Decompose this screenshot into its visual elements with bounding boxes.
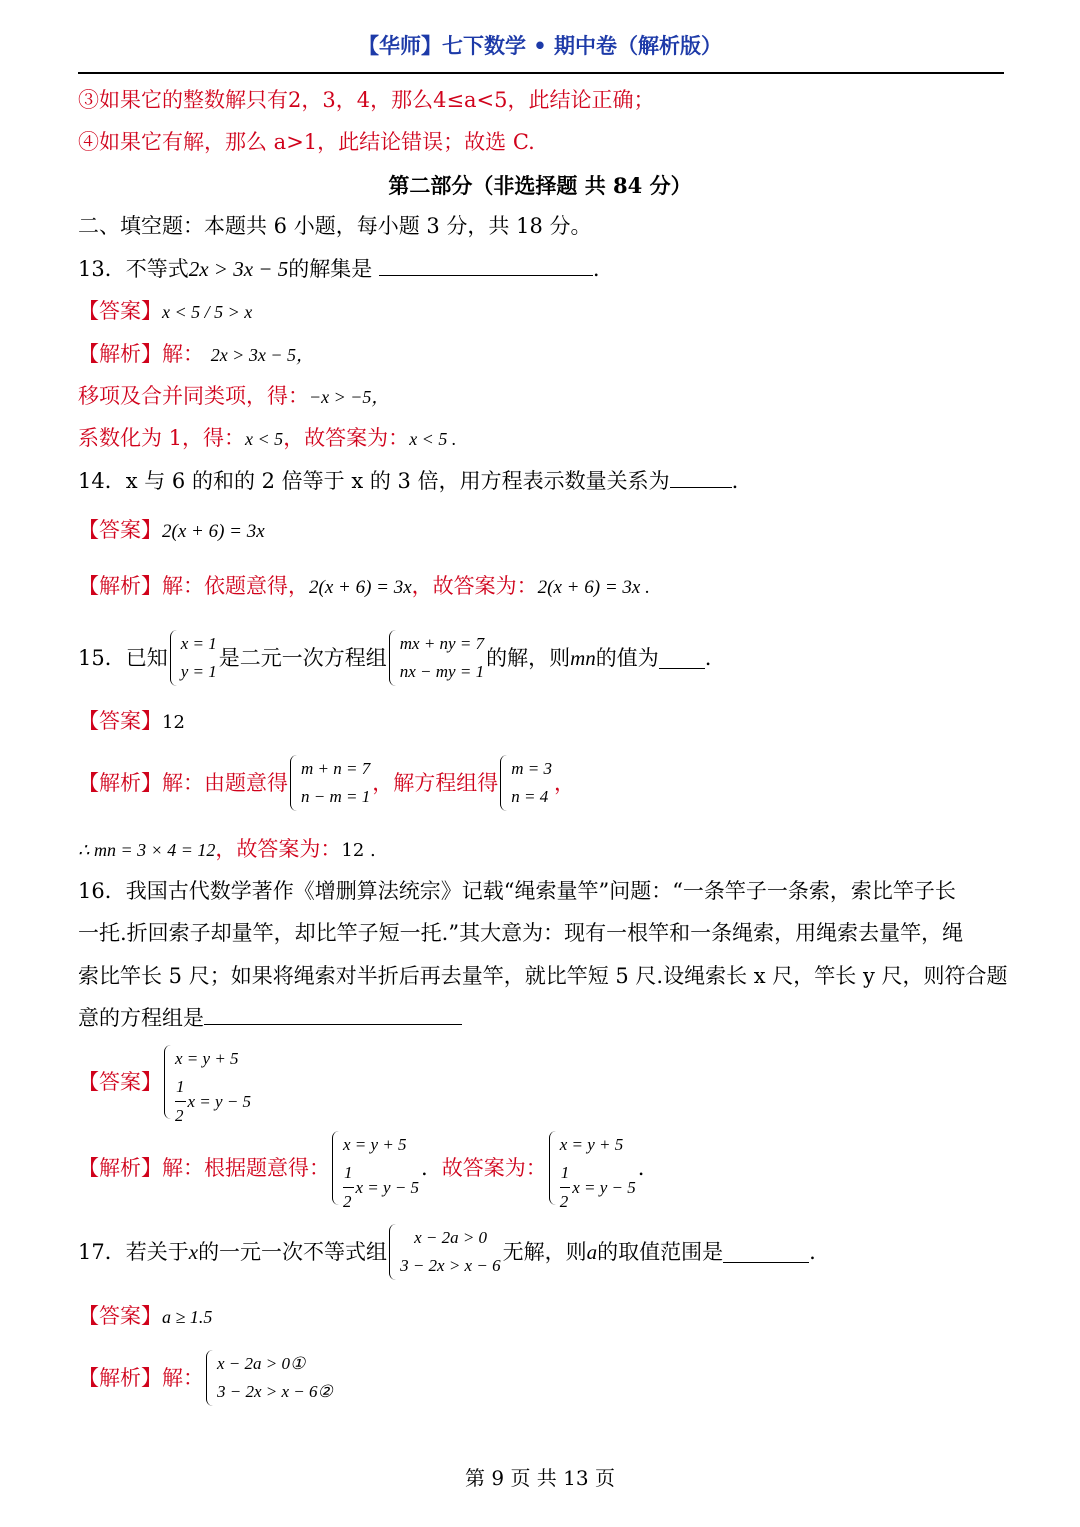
answer-blank	[379, 255, 593, 276]
header-divider	[78, 72, 1004, 74]
brace-icon	[164, 1045, 172, 1119]
fraction-half: $\frac{1}{2}$	[560, 1159, 571, 1216]
equation-system: x = 1 y = 1	[170, 630, 217, 686]
question-16-line2: 一托.折回索子却量竿，却比竿子短一托.”其大意为：现有一根竿和一条绳索，用绳索去量竿，绳	[78, 921, 964, 945]
question-14: 14．x 与 6 的和的 2 倍等于 x 的 3 倍，用方程表示数量关系为 .	[78, 469, 739, 493]
q17-analysis: 【解析】 解： x − 2a > 0① 3 − 2x > x − 6②	[78, 1348, 335, 1408]
brace-icon	[549, 1131, 557, 1205]
page-header: 【华师】七下数学 • 期中卷（解析版）	[357, 34, 723, 58]
answer-blank	[659, 648, 705, 669]
q13-analysis: 【解析】解： 2x > 3x − 5，	[78, 342, 314, 366]
answer-blank	[204, 1004, 462, 1025]
question-16-line1: 16．我国古代数学著作《增删算法统宗》记载“绳索量竿”问题：“一条竿子一条索，索比竿子长	[78, 879, 956, 903]
question-15: 15．已知 x = 1 y = 1 是二元一次方程组 mx + ny = 7 nx − my = 1 的解，则 mn 的值为 .	[78, 628, 711, 688]
brace-icon	[389, 1224, 397, 1280]
question-17: 17．若关于 x 的一元一次不等式组 x − 2a > 0 3 − 2x > x − 6 无解，则 a 的取值范围是 .	[78, 1222, 816, 1282]
q15-answer: 【答案】12	[78, 709, 185, 733]
prev-conclusion-3: ③如果它的整数解只有2，3，4，那么4≤a<5，此结论正确；	[78, 88, 655, 112]
equation-system: mx + ny = 7 nx − my = 1	[389, 630, 484, 686]
q13-step1: 移项及合并同类项，得：−x > −5，	[78, 384, 390, 408]
q13-answer: 【答案】x < 5 / 5 > x	[78, 299, 253, 323]
page-footer: 第 9 页 共 13 页	[465, 1466, 615, 1490]
q15-conclusion: ∴ mn = 3 × 4 = 12，故答案为：12 .	[78, 837, 376, 861]
prev-conclusion-4: ④如果它有解，那么 a>1，此结论错误；故选 C.	[78, 130, 535, 154]
inequality-system: x − 2a > 0① 3 − 2x > x − 6②	[206, 1350, 333, 1406]
fraction-half: $\frac{1}{2}$	[175, 1073, 186, 1130]
equation-system: x = y + 5 $\frac{1}{2}$ x = y − 5	[332, 1131, 419, 1205]
q15-analysis: 【解析】 解：由题意得 m + n = 7 n − m = 1 ，解方程组得 m = 3 n = 4 ，	[78, 753, 575, 813]
equation-system: m = 3 n = 4	[500, 755, 552, 811]
q16-analysis: 【解析】 解：根据题意得： x = y + 5 $\frac{1}{2}$ x = y − 5 . 故答案为： x = y + 5 $\frac{1}{2}$ x = y − 5 .	[78, 1128, 644, 1208]
brace-icon	[206, 1350, 214, 1406]
answer-blank	[670, 467, 732, 488]
brace-icon	[389, 630, 397, 686]
q14-analysis: 【解析】解：依题意得，2(x + 6) = 3x，故答案为：2(x + 6) = 3x .	[78, 574, 650, 598]
brace-icon	[332, 1131, 340, 1205]
brace-icon	[290, 755, 298, 811]
q17-answer: 【答案】a ≥ 1.5	[78, 1304, 213, 1328]
equation-system: x = y + 5 $\frac{1}{2}$ x = y − 5	[549, 1131, 636, 1205]
inequality-system: x − 2a > 0 3 − 2x > x − 6	[389, 1224, 501, 1280]
question-16-line4: 意的方程组是	[78, 1004, 462, 1032]
brace-icon	[500, 755, 508, 811]
q14-answer: 【答案】2(x + 6) = 3x	[78, 518, 265, 542]
fraction-half: $\frac{1}{2}$	[343, 1159, 354, 1216]
brace-icon	[170, 630, 178, 686]
equation-system: x = y + 5 $\frac{1}{2}$ x = y − 5	[164, 1045, 251, 1119]
equation-system: m + n = 7 n − m = 1	[290, 755, 370, 811]
fill-blank-intro: 二、填空题：本题共 6 小题，每小题 3 分，共 18 分。	[78, 214, 592, 238]
q13-step2: 系数化为 1，得：x < 5，故答案为：x < 5 .	[78, 426, 457, 450]
question-16-line3: 索比竿长 5 尺；如果将绳索对半折后再去量竿，就比竿短 5 尺.设绳索长 x 尺，竿长 y 尺，则符合题	[78, 964, 1008, 988]
question-13: 13．不等式2x > 3x − 5的解集是 .	[78, 257, 600, 281]
answer-blank	[723, 1242, 809, 1263]
q16-answer: 【答案】 x = y + 5 $\frac{1}{2}$ x = y − 5	[78, 1042, 253, 1122]
section-title: 第二部分（非选择题 共 84 分）	[388, 173, 692, 198]
